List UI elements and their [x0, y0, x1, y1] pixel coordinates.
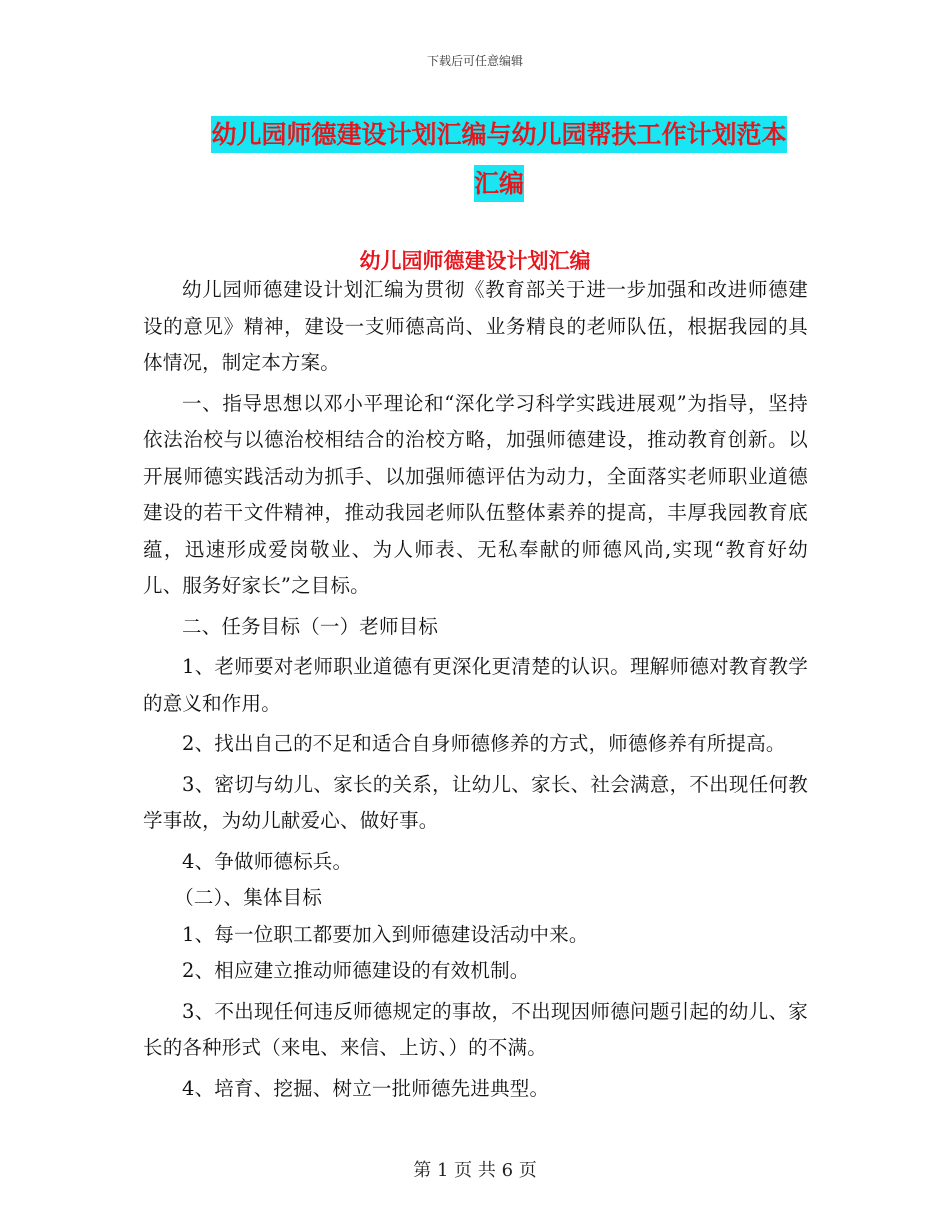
- document-title: [190, 110, 808, 208]
- paragraph-teacher-goal-1: 1、老师要对老师职业道德有更深化更清楚的认识。理解师德对教育教学的意义和作用。: [143, 655, 808, 715]
- paragraph-collective-goal-3: 3、不出现任何违反师德规定的事故，不出现因师德问题引起的幼儿、家长的各种形式（来电、来信、上访、）的不满。: [143, 999, 808, 1059]
- paragraph-collective-goals-heading: （二）、集体目标: [174, 886, 323, 909]
- paragraph-collective-goal-4: 4、培育、挖掘、树立一批师德先进典型。: [182, 1076, 550, 1100]
- paragraph-teacher-goal-2: 2、找出自己的不足和适合自身师德修养的方式，师德修养有所提高。: [182, 732, 786, 755]
- paragraph-teacher-goal-4: 4、争做师德标兵。: [182, 849, 353, 873]
- paragraph-intro: 幼儿园师德建设计划汇编为贯彻《教育部关于进一步加强和改进师德建设的意见》精神，建设一支师德高尚、业务精良的老师队伍，根据我园的具体情况，制定本方案。: [143, 278, 808, 374]
- section-title: 幼儿园师德建设计划汇编: [359, 249, 591, 273]
- paragraph-collective-goal-1: 1、每一位职工都要加入到师德建设活动中来。: [182, 922, 589, 946]
- page-footer: 第 1 页 共 6 页: [413, 1160, 537, 1181]
- document-title-line-2: 汇编: [474, 165, 524, 202]
- paragraph-teacher-goal-3: 3、密切与幼儿、家长的关系，让幼儿、家长、社会满意，不出现任何教学事故，为幼儿献爱心、做好事。: [143, 772, 808, 832]
- paragraph-collective-goal-2: 2、相应建立推动师德建设的有效机制。: [182, 959, 530, 982]
- paragraph-guiding-ideology: 一、指导思想以邓小平理论和“深化学习科学实践进展观”为指导，坚持依法治校与以德治校相结合的治校方略，加强师德建设，推动教育创新。以开展师德实践活动为抓手、以加强师德评估为动力，全面落实老师职业道德建设的若干文件精神，推动我园老师队伍整体素养的提高，丰厚我园教育底蕴，迅速形成爱岗敬业、为人师表、无私奉献的师德风尚,实现“教育好幼儿、服务好家长”之目标。: [143, 391, 808, 597]
- paragraph-task-goals-heading: 二、任务目标（一）老师目标: [182, 614, 439, 638]
- body-text: [143, 272, 808, 1107]
- header-note: 下载后可任意编辑: [426, 54, 523, 68]
- document-title-line-1: 幼儿园师德建设计划汇编与幼儿园帮扶工作计划范本: [211, 116, 786, 153]
